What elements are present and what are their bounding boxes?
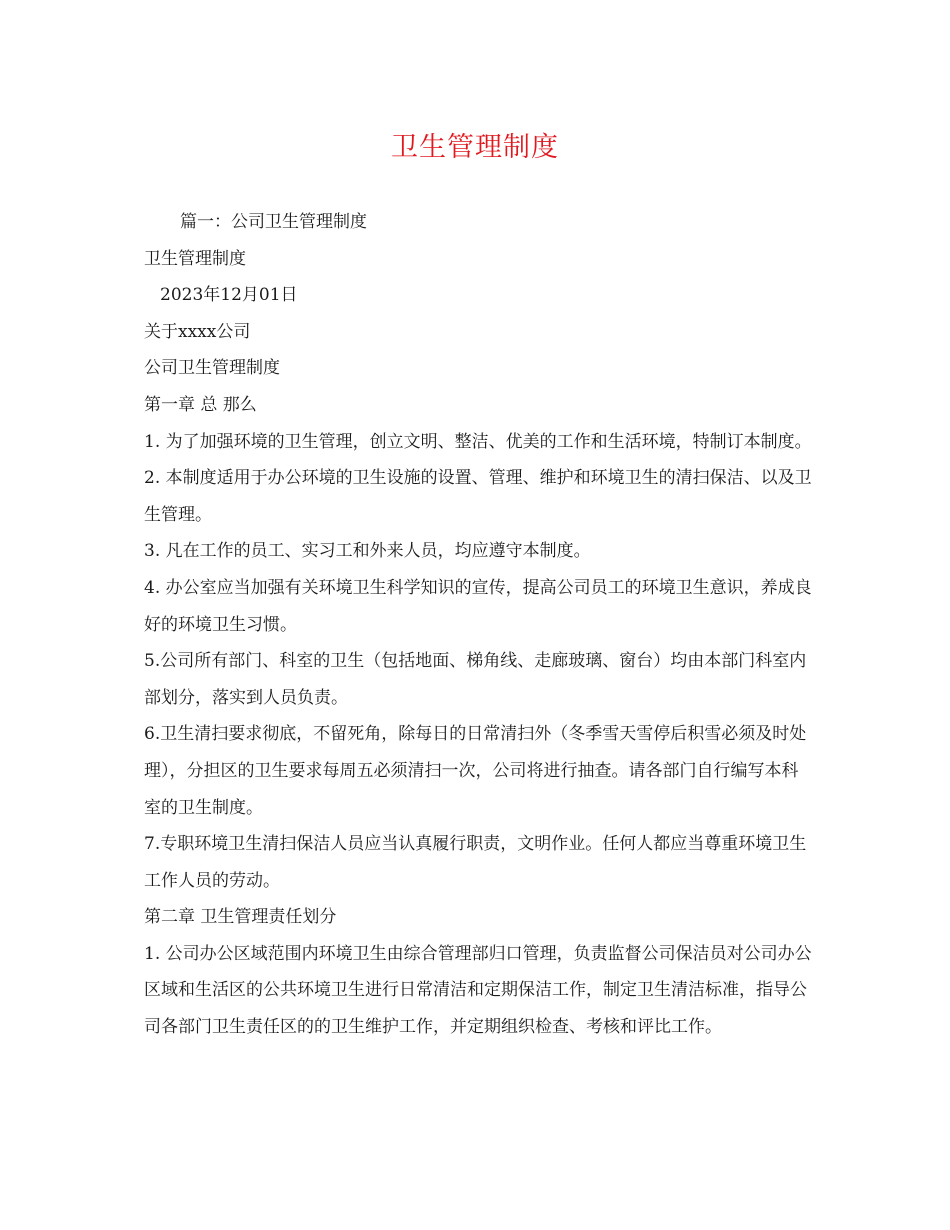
clause: 2. 本制度适用于办公环境的卫生设施的设置、管理、维护和环境卫生的清扫保洁、以及卫生管理。 <box>144 468 812 525</box>
clause: 3. 凡在工作的员工、实习工和外来人员，均应遵守本制度。 <box>144 541 591 562</box>
date: 2023年12月01日 <box>160 285 298 306</box>
clause: 5.公司所有部门、科室的卫生（包括地面、梯角线、走廊玻璃、窗台）均由本部门科室内部划分，落实到人员负责。 <box>144 651 807 708</box>
section-heading: 篇一：公司卫生管理制度 <box>180 212 367 232</box>
subtitle: 卫生管理制度 <box>144 248 246 269</box>
clause: 1. 公司办公区域范围内环境卫生由综合管理部归口管理，负责监督公司保洁员对公司办公区域和生活区的公共环境卫生进行日常清洁和定期保洁工作，制定卫生清洁标准，指导公司各部门卫生责任区的的卫生维护工作，并定期组织检查、考核和评比工作。 <box>144 943 812 1038</box>
clause: 7.专职环境卫生清扫保洁人员应当认真履行职责，文明作业。任何人都应当尊重环境卫生工作人员的劳动。 <box>144 834 807 891</box>
chapter-heading: 第二章 卫生管理责任划分 <box>144 907 337 928</box>
document-title: 卫生管理制度 <box>391 132 559 163</box>
clause: 1. 为了加强环境的卫生管理，创立文明、整洁、优美的工作和生活环境，特制订本制度。 <box>144 431 812 452</box>
doc-name: 公司卫生管理制度 <box>144 358 280 379</box>
addressee: 关于xxxx公司 <box>144 321 251 342</box>
document-body <box>144 204 812 1046</box>
clause: 6.卫生清扫要求彻底，不留死角，除每日的日常清扫外（冬季雪天雪停后积雪必须及时处理），分担区的卫生要求每周五必须清扫一次，公司将进行抽查。请各部门自行编写本科室的卫生制度。 <box>144 724 807 818</box>
clause: 4. 办公室应当加强有关环境卫生科学知识的宣传，提高公司员工的环境卫生意识，养成良好的环境卫生习惯。 <box>144 577 812 635</box>
chapter-heading: 第一章 总 那么 <box>144 394 257 415</box>
